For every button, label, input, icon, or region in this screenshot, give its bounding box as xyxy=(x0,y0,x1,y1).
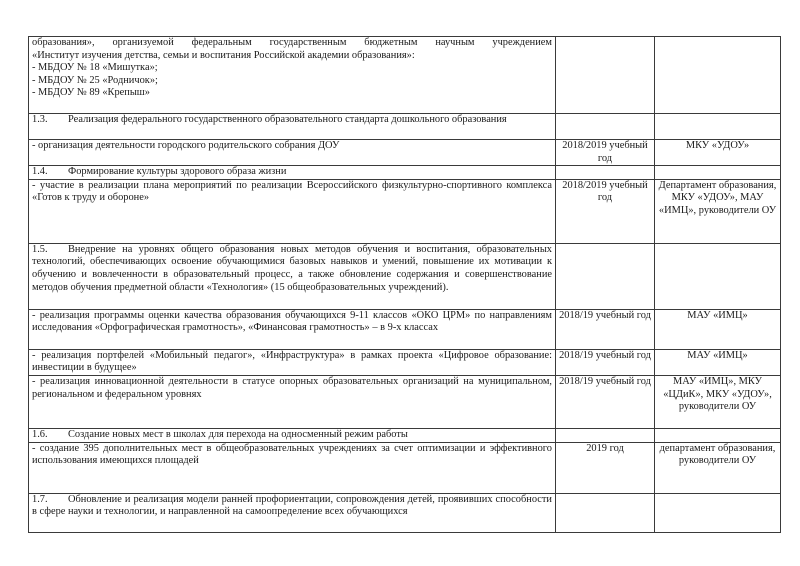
section-row xyxy=(29,428,781,442)
section-number: 1.5. xyxy=(32,243,48,255)
responsible-cell xyxy=(655,166,781,180)
section-title: Реализация федерального государственного образовательного стандарта дошкольного образования xyxy=(68,114,507,125)
activity-cell: - участие в реализации плана мероприятий по реализации Всероссийского физкультурно-спортивного комплекса «Готов к труду и обороне» xyxy=(29,179,556,243)
activity-plan-table xyxy=(28,36,781,533)
term-cell: 2018/19 учебный год xyxy=(556,375,655,428)
activity-cell xyxy=(29,37,556,114)
term-cell xyxy=(556,243,655,309)
section-row xyxy=(29,493,781,532)
table-row xyxy=(29,442,781,493)
responsible-cell: МАУ «ИМЦ», МКУ «ЦДиК», МКУ «УДОУ», руководители ОУ xyxy=(655,375,781,428)
list-item: - МБДОУ № 18 «Мишутка»; xyxy=(32,62,158,74)
table-row xyxy=(29,37,781,114)
section-row xyxy=(29,114,781,140)
section-title: Внедрение на уровнях общего образования новых методов обучения и воспитания, образовательных технологий, обеспечивающих освоение обучающимися базовых навыков и умений, повышение их мотивации к обучению и вовлеченности в образовательный процесс, а также обновление содержания и совершенствование методов обучения предметной области «Технология» (15 общеобразовательных учреждений). xyxy=(32,243,552,293)
table-row xyxy=(29,140,781,166)
term-cell: 2019 год xyxy=(556,442,655,493)
responsible-cell xyxy=(655,493,781,532)
responsible-cell: МКУ «УДОУ» xyxy=(655,140,781,166)
activity-text-line: «Институт изучения детства, семьи и воспитания Российской академии образования»: xyxy=(32,49,415,61)
term-cell xyxy=(556,114,655,140)
table-row xyxy=(29,309,781,349)
term-cell: 2018/2019 учебный год xyxy=(556,140,655,166)
term-cell: 2018/19 учебный год xyxy=(556,309,655,349)
section-row xyxy=(29,166,781,180)
term-cell xyxy=(556,37,655,114)
section-heading-cell xyxy=(29,166,556,180)
responsible-cell xyxy=(655,114,781,140)
term-cell xyxy=(556,428,655,442)
activity-cell: - реализация инновационной деятельности в статусе опорных образовательных организаций на муниципальном, региональном и федеральном уровнях xyxy=(29,375,556,428)
term-cell: 2018/2019 учебный год xyxy=(556,179,655,243)
section-title: Обновление и реализация модели ранней профориентации, сопровождения детей, проявивших способности в сфере науки и технологии, и направленной на самоопределение всех обучающихся xyxy=(32,493,552,518)
section-row xyxy=(29,243,781,309)
section-heading-cell xyxy=(29,493,556,532)
list-item: - МБДОУ № 25 «Родничок»; xyxy=(32,74,158,86)
section-number: 1.7. xyxy=(32,493,48,505)
term-cell xyxy=(556,166,655,180)
section-title: Формирование культуры здорового образа жизни xyxy=(68,166,287,178)
section-number: 1.6. xyxy=(32,428,48,440)
activity-cell: - создание 395 дополнительных мест в общеобразовательных учреждениях за счет оптимизации и эффективного использования имеющихся площадей xyxy=(29,442,556,493)
responsible-cell xyxy=(655,428,781,442)
section-number: 1.3. xyxy=(32,114,48,125)
responsible-cell: департамент образования, руководители ОУ xyxy=(655,442,781,493)
section-heading-cell xyxy=(29,428,556,442)
activity-text-line: образования», организуемой федеральным государственным бюджетным научным учреждением xyxy=(32,37,552,48)
responsible-cell: МАУ «ИМЦ» xyxy=(655,309,781,349)
section-number: 1.4. xyxy=(32,166,48,178)
responsible-cell: Департамент образования, МКУ «УДОУ», МАУ «ИМЦ», руководители ОУ xyxy=(655,179,781,243)
section-title: Создание новых мест в школах для перехода на односменный режим работы xyxy=(68,428,408,440)
table-row xyxy=(29,179,781,243)
responsible-cell xyxy=(655,243,781,309)
section-heading-cell xyxy=(29,243,556,309)
term-cell: 2018/19 учебный год xyxy=(556,349,655,375)
activity-cell: - реализация портфелей «Мобильный педагог», «Инфраструктура» в рамках проекта «Цифровое образование: инвестиции в будущее» xyxy=(29,349,556,375)
table-row xyxy=(29,375,781,428)
term-cell xyxy=(556,493,655,532)
table-row xyxy=(29,349,781,375)
activity-cell: - реализация программы оценки качества образования обучающихся 9-11 классов «ОКО ЦРМ» по направлениям исследования «Орфографическая грамотность», «Финансовая грамотность» – в 9-х классах xyxy=(29,309,556,349)
responsible-cell: МАУ «ИМЦ» xyxy=(655,349,781,375)
section-heading-cell xyxy=(29,114,556,140)
list-item: - МБДОУ № 89 «Крепыш» xyxy=(32,87,150,99)
activity-cell: - организация деятельности городского родительского собрания ДОУ xyxy=(29,140,556,166)
responsible-cell xyxy=(655,37,781,114)
